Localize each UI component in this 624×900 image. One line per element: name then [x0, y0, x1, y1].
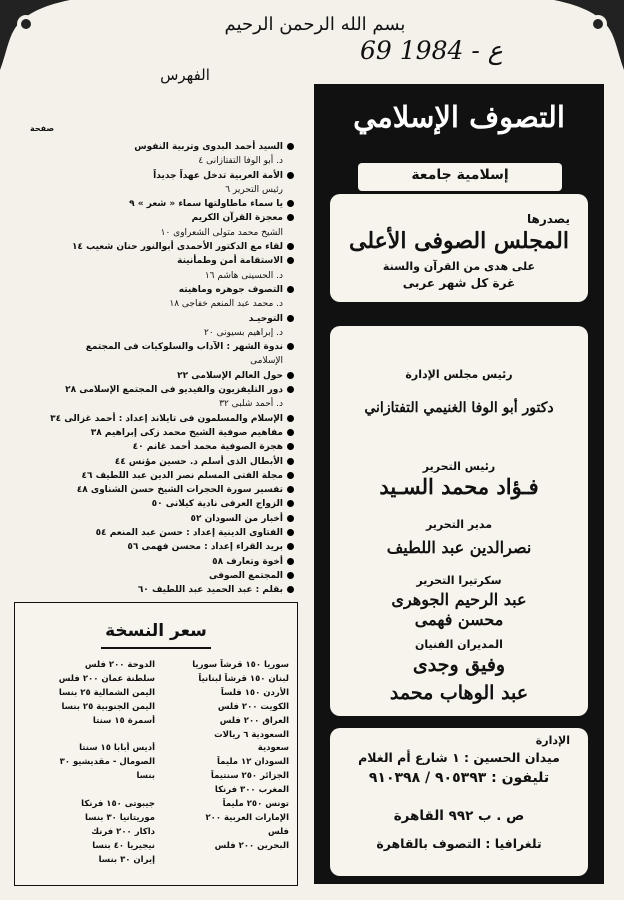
price-row: الجزائر ٢٥٠ سنتيماً [210, 771, 289, 782]
price-row: نيجيريا ٤٠ بنسا [92, 840, 155, 851]
toc-item [24, 354, 294, 368]
price-title-underline [101, 647, 211, 649]
managing-editor-role: مدير التحرير [425, 518, 493, 531]
price-title: سعر النسخة [105, 621, 207, 641]
editor-in-chief-role: رئيس التحرير [422, 460, 496, 473]
toc-item-text: د. أبو الوفا التفتازانى ٤ [198, 156, 283, 167]
frequency-line: غرة كل شهر عربى [402, 276, 516, 290]
price-row: فلس [267, 826, 289, 837]
subtitle: إسلامية جامعة [411, 167, 509, 183]
toc-item [24, 497, 294, 511]
toc-item-text: الزواج العرفى نادية كيلانى ٥٠ [151, 499, 283, 510]
toc-item-text: ندوة الشهر : الآداب والسلوكيات فى المجتمع [85, 342, 283, 353]
price-row: موريتانيا ٣٠ بنسا [84, 812, 155, 823]
toc-item [24, 226, 294, 240]
toc-item-text: الفتاوى الدينية إعداد : حسن عبد المنعم ٥٤ [95, 528, 283, 539]
bullet-icon [287, 415, 294, 422]
bullet-icon [287, 543, 294, 550]
price-row: المغرب ٣٠٠ فرنكا [214, 785, 289, 796]
administration-phones: تليفون : ٩٠٥٣٩٣ / ٩١٠٣٩٨ [368, 770, 550, 786]
price-row: الدوحة ٢٠٠ فلس [84, 660, 155, 670]
bullet-icon [287, 572, 294, 579]
editorial-secretary-2: محسن فهمى [414, 610, 504, 629]
basmala: بسم الله الرحمن الرحيم [224, 14, 406, 35]
bullet-icon [287, 214, 294, 221]
price-list-right [161, 659, 289, 854]
art-director-2: عبد الوهاب محمد [389, 682, 529, 704]
toc-item-text: بريد القراء إعداد : محسن فهمى ٥٦ [127, 542, 283, 553]
toc-item-text: د. أحمد شلبى ٣٢ [219, 399, 283, 410]
bullet-icon [287, 515, 294, 522]
bullet-icon [287, 343, 294, 350]
price-list-left [23, 659, 155, 868]
toc-item [24, 312, 294, 326]
price-row: السودان ١٢ مليماً [216, 757, 289, 768]
price-row: الصومال - مقديشيو ٣٠ [59, 757, 155, 768]
price-row: السعودية ٦ ريالات [214, 729, 289, 740]
corner-ornament-top-right [554, 0, 624, 70]
toc-item [24, 297, 294, 311]
administration-address: ميدان الحسين : ١ شارع أم الغلام [358, 750, 560, 765]
bullet-icon [287, 500, 294, 507]
toc-item [24, 383, 294, 397]
toc-item [24, 397, 294, 411]
toc-item-text: الشيخ محمد متولى الشعراوى ١٠ [160, 227, 283, 238]
price-row [23, 729, 155, 743]
art-director-1: وفيق وجدى [412, 654, 506, 676]
toc-item-text: رئيس التحرير ٦ [225, 184, 283, 195]
toc-item-text: بقلم : عبد الحميد عبد اللطيف ٦٠ [137, 585, 283, 596]
page-column-label: صفحة [30, 124, 55, 133]
toc-item-text: أخوة وتعارف ٥٨ [212, 556, 283, 567]
toc-item-text: د. الحسينى هاشم ١٦ [204, 270, 283, 281]
toc-item [24, 283, 294, 297]
price-row: البحرين ٢٠٠ فلس [214, 840, 289, 851]
toc-item-text: مجلة الفتى المسلم نصر الدين عبد اللطيف ٤٦ [81, 470, 283, 481]
bullet-icon [287, 429, 294, 436]
toc-item [24, 254, 294, 268]
toc-item [24, 326, 294, 340]
price-row: اليمن الشمالية ٢٥ بنسا [58, 687, 155, 698]
toc-item [24, 269, 294, 283]
price-row: الإمارات العربية ٢٠٠ [205, 812, 289, 823]
toc-item [24, 340, 294, 354]
bullet-icon [287, 529, 294, 536]
board-chairman-name: دكتور أبو الوفا الغنيمي التفتازاني [364, 400, 554, 416]
magazine-title: التصوف الإسلامي [353, 100, 565, 134]
administration-label: الإدارة [535, 734, 570, 747]
price-row: الكويت ٢٠٠ فلس [217, 701, 289, 712]
price-row: تونس ٢٥٠ مليماً [222, 799, 289, 810]
bullet-icon [287, 143, 294, 150]
toc-item [24, 197, 294, 211]
toc-item [24, 440, 294, 454]
toc-item [24, 569, 294, 583]
toc-item-text: السيد أحمد البدوى وتربية النفوس [134, 142, 283, 152]
toc-item-text: هجرة الصوفية محمد أحمد غانم ٤٠ [132, 442, 283, 453]
price-row [23, 784, 155, 798]
toc-item [24, 426, 294, 440]
toc-item-text: د. محمد عبد المنعم خفاجى ١٨ [169, 299, 283, 310]
handwritten-note: 69 ع - 1984 [360, 36, 503, 65]
bullet-icon [287, 286, 294, 293]
price-row: إيران ٣٠ بنسا [98, 854, 155, 865]
toc-item-text: التوحيـد [248, 313, 283, 324]
toc-item-text: حول العالم الإسلامى ٢٢ [177, 370, 283, 381]
price-row: جيبوتى ١٥٠ فرنكا [81, 799, 155, 810]
toc-item [24, 369, 294, 383]
price-row: العراق ٢٠٠ فلس [219, 715, 289, 726]
guidance-line: على هدى من القرآن والسنة [382, 260, 536, 273]
toc-item-text: د. إبراهيم بسيونى ٢٠ [204, 327, 283, 338]
toc-item [24, 240, 294, 254]
bullet-icon [287, 443, 294, 450]
toc-item [24, 412, 294, 426]
administration-po-box: ص . ب ٩٩٢ القاهرة [393, 808, 525, 824]
bullet-icon [287, 200, 294, 207]
toc-item-text: التصوف جوهره وماهيته [178, 284, 283, 295]
toc-item-text: تفسير سورة الحجرات الشيخ حسن الشناوى ٤٨ [76, 485, 283, 496]
bullet-icon [287, 172, 294, 179]
price-row: أسمرة ١٥ سنتا [92, 715, 155, 726]
toc-item [24, 211, 294, 225]
price-row: اليمن الجنوبية ٢٥ بنسا [61, 701, 155, 712]
bullet-icon [287, 486, 294, 493]
toc-item [24, 455, 294, 469]
toc-item-text: معجزة القرآن الكريم [191, 213, 283, 224]
publisher-name: المجلس الصوفى الأعلى [349, 228, 569, 254]
managing-editor-name: نصرالدين عبد اللطيف [386, 538, 532, 557]
toc-item-text: الإسلام والمسلمون فى تايلاند إعداد : أحمد غزالى ٣٤ [50, 413, 283, 424]
toc-item-text: الأمة العربية تدخل عهداً جديداً [153, 170, 283, 181]
price-row: داكار ٢٠٠ فرنك [91, 826, 155, 837]
bullet-icon [287, 558, 294, 565]
price-row: لبنان ١٥٠ قرشاً لبنانياً [198, 673, 289, 684]
art-directors-role: المديران الفنيان [415, 638, 503, 651]
toc-item [24, 183, 294, 197]
toc-item [24, 140, 294, 154]
toc-item [24, 555, 294, 569]
price-row: بنسا [136, 771, 155, 782]
toc-item-text: مفاهيم صوفية الشيخ محمد زكى إبراهيم ٣٨ [90, 427, 283, 438]
toc-item-text: الأبطال الذى أسلم د. حسين مؤنس ٤٤ [114, 456, 283, 467]
price-row: الأردن ١٥٠ فلساً [220, 687, 289, 698]
toc-item-text: يا سماء ماطاولتها سماء « شعر » ٩ [129, 199, 283, 210]
toc-item-text: الاستقامة أمن وطمأنينة [177, 256, 283, 267]
price-row: سعودية [257, 743, 289, 754]
toc-item-text: المجتمع الصوفى [209, 570, 283, 581]
toc-item-text: أخبار من السودان ٥٢ [190, 513, 283, 524]
bullet-icon [287, 315, 294, 322]
toc-item-text: الإسلامى [250, 356, 283, 367]
bullet-icon [287, 386, 294, 393]
toc-item [24, 483, 294, 497]
toc-item-text: دور التليفزيون والفيديو فى المجتمع الإسلامى ٢٨ [65, 385, 283, 396]
toc-item [24, 469, 294, 483]
toc-item [24, 583, 294, 597]
toc-item [24, 169, 294, 183]
editor-in-chief-name: فـؤاد محمد السـيد [379, 474, 539, 499]
table-of-contents [24, 140, 294, 598]
publisher-intro: يصدرها [527, 212, 570, 226]
bullet-icon [287, 458, 294, 465]
bullet-icon [287, 243, 294, 250]
toc-item [24, 526, 294, 540]
toc-item [24, 154, 294, 168]
price-row: أديس أبابا ١٥ سنتا [79, 743, 155, 754]
price-row: سلطنة عمان ٢٠٠ فلس [58, 673, 155, 684]
contents-title: الفهرس [160, 66, 210, 84]
administration-telegraph: تلغرافيا : التصوف بالقاهرة [376, 836, 542, 851]
bullet-icon [287, 372, 294, 379]
editorial-secretaries-role: سكرتيرا التحرير [416, 574, 502, 587]
price-box [14, 602, 298, 886]
bullet-icon [287, 472, 294, 479]
bullet-icon [287, 257, 294, 264]
bullet-icon [287, 586, 294, 593]
toc-item [24, 540, 294, 554]
price-row: سوريا ١٥٠ قرشاً سوريا [192, 660, 289, 670]
editorial-secretary-1: عبد الرحيم الجوهرى [391, 590, 527, 609]
board-chairman-role: رئيس مجلس الإدارة [405, 368, 513, 381]
toc-item-text: لقاء مع الدكتور الأحمدى أبوالنور حنان شعيب ١٤ [71, 242, 283, 253]
toc-item [24, 512, 294, 526]
corner-ornament-top-left [0, 0, 70, 70]
